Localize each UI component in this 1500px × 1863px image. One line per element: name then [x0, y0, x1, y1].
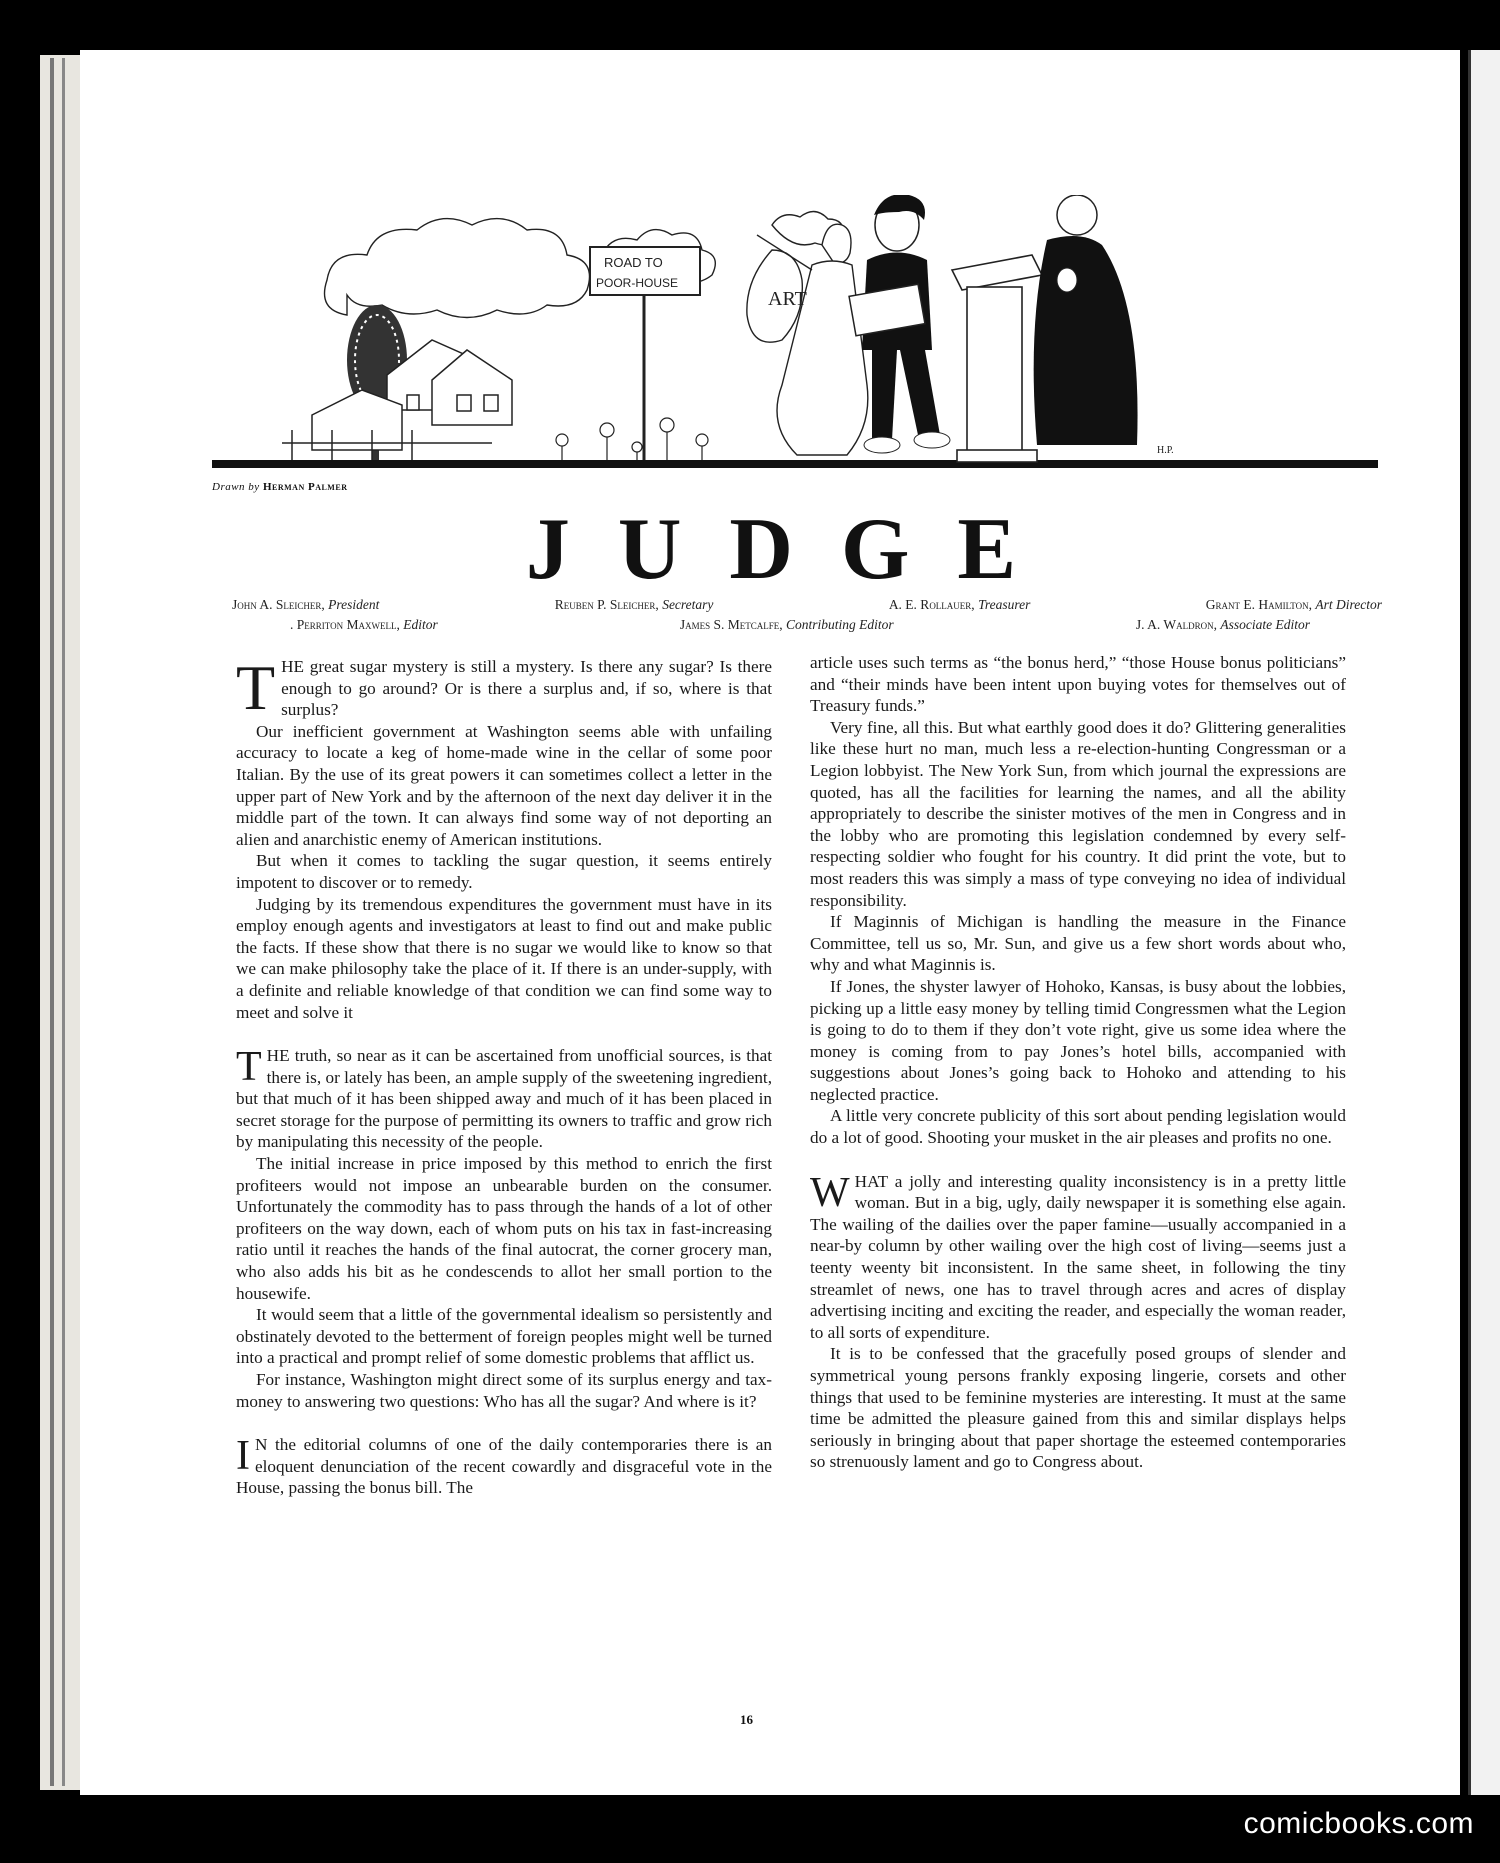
page-number: 16	[740, 1712, 753, 1727]
illustration-credit	[212, 481, 347, 493]
credit-prefix: Drawn by	[212, 481, 260, 493]
staff-entry: J. A. Waldron, Associate Editor	[1135, 617, 1310, 632]
staff-line-2	[290, 617, 1310, 633]
road-sign	[590, 247, 700, 460]
spine-line	[62, 58, 65, 1786]
ground-line	[212, 460, 1378, 468]
facing-page-edge	[1468, 50, 1500, 1795]
staff-entry: A. E. Rollauer, Treasurer	[888, 597, 1031, 612]
drop-cap: T	[236, 652, 276, 723]
staff-entry: . Perriton Maxwell, Editor	[290, 617, 438, 632]
paragraph: A little very concrete publicity of this sort about pending legislation would do a lot of good. Shooting your musket in the air pleases and profits no one.	[810, 1106, 1346, 1148]
credit-artist: Herman Palmer	[262, 481, 348, 493]
sign-text: ROAD TO	[604, 255, 663, 270]
podium	[952, 255, 1042, 462]
woman-figure	[747, 224, 868, 455]
article-column-right	[810, 652, 1346, 1473]
paragraph: It would seem that a little of the governmental idealism so persistently and obstinately devoted to the betterment of foreign peoples might well be turned into a practical and prompt relief of some domestic problems that afflict us.	[236, 1305, 772, 1368]
paragraph: I N the editorial columns of one of the daily contemporaries there is an eloquent denunciation of the recent cowardly and disgraceful vote in the House, passing the bonus bill. The	[236, 1433, 772, 1498]
paragraph: If Maginnis of Michigan is handling the measure in the Finance Committee, tell us so, Mr. Sun, and give us a few short words about who, why and what Maginnis is.	[810, 912, 1346, 975]
banner-text: ART	[768, 288, 807, 310]
staff-entry: Grant E. Hamilton, Art Director	[1205, 597, 1382, 612]
staff-entry: Reuben P. Sleicher, Secretary	[554, 597, 714, 612]
article-column-left	[236, 652, 772, 1499]
paragraph: WHAT a jolly and interesting quality inconsistency is in a pretty little woman. But in a big, ugly, daily newspaper it is something else again. The wailing of the dailies over the paper famine—usually accompanied in a near-by column by other wailing over the high cost of living—seems just a teenty weenty bit inconsistent. In the same sheet, in following the tiny streamlet of news, one has to travel through acres and acres of display advertising inciting and exciting the reader, and especially the woman reader, to all sorts of expenditure.	[810, 1169, 1346, 1342]
header-illustration	[212, 195, 1378, 477]
sign-text: POOR-HOUSE	[596, 276, 679, 290]
paragraph: For instance, Washington might direct some of its surplus energy and tax-money to answering two questions: Who has all the sugar? And where is it?	[236, 1370, 772, 1411]
paragraph: article uses such terms as “the bonus herd,” “those House bonus politicians” and “their minds have been intent upon buying votes for themselves out of Treasury funds.”	[810, 653, 1346, 716]
paragraph: THE great sugar mystery is still a mystery. Is there any sugar? Is there enough to go around? Or is there a surplus and, if so, where is that surplus?	[236, 652, 772, 723]
paragraph: THE truth, so near as it can be ascertained from unofficial sources, is that there is, or lately has been, an ample supply of the sweetening ingredient, but that much of it has been shipped away and much of it has been placed in secret storage for the purpose of permitting its owners to traffic and grow rich by manipulating this necessity of the people.	[236, 1044, 772, 1152]
staff-entry: John A. Sleicher, President	[232, 597, 380, 612]
book-spine	[40, 55, 82, 1790]
staff-entry: James S. Metcalfe, Contributing Editor	[679, 617, 894, 632]
drop-cap: W	[810, 1169, 850, 1216]
masthead: JUDGE	[525, 501, 1065, 598]
watermark: comicbooks.com	[1243, 1807, 1474, 1840]
flowers	[556, 418, 708, 460]
paragraph: But when it comes to tackling the sugar question, it seems entirely impotent to discover or to remedy.	[236, 851, 772, 892]
artist-signature: H.P.	[1157, 445, 1174, 456]
staff-line-1	[232, 597, 1382, 613]
paragraph: The initial increase in price imposed by this method to enrich the first profiteers would not impose an unbearable burden on the consumer. Unfortunately the commodity has to pass through the hands of a lot of other profiteers on the way down, each of whom puts on his tax in fast-increasing ratio until it reaches the hands of the final autocrat, the corner grocery man, who also adds his bit as he condescends to allot her small portion to the housewife.	[236, 1154, 772, 1303]
paragraph: Judging by its tremendous expenditures the government must have in its employ enough agents and investigators at least to find out and make public the facts. If these show that there is no sugar we would like to know so that we can make philosophy take the place of it. If there is an under-supply, with a definite and reliable knowledge of that condition we can find some way to meet and solve it	[236, 894, 772, 1022]
paragraph: It is to be confessed that the gracefully posed groups of slender and symmetrical young persons frankly exposing lingerie, corsets and other things that used to be feminine mysteries are interesting. It must at the same time be admitted the pleasure gained from this and similar displays helps seriously in bringing about that paper shortage the esteemed contemporaries so strenuously lament and go to Congress about.	[810, 1344, 1346, 1472]
drop-cap: I	[236, 1433, 250, 1480]
paragraph: If Jones, the shyster lawyer of Hohoko, Kansas, is busy about the lobbies, picking up a little easy money by telling timid Congressmen what the Legion is going to do to them if they don’t vote right, give us some idea where the money is coming from to pay Jones’s hotel bills, accompanied with suggestions about Jones’s going back to Hohoko and attending to his neglected practice.	[810, 976, 1346, 1104]
judge-figure	[1034, 195, 1138, 445]
drop-cap: T	[236, 1044, 262, 1091]
spine-line	[50, 58, 54, 1786]
paragraph: Very fine, all this. But what earthly good does it do? Glittering generalities like these hurt no man, much less a re-election-hunting Congressman or a Legion lobbyist. The New York Sun, from which journal the expressions are quoted, has all the facilities for learning the names, and all the ability appropriately to describe the sinister motives of the men in Congress and in the lobby who are promoting this legislation condemned by every self-respecting soldier who fought for his country. It did print the vote, but to most readers this was simply a mass of type conveying no idea of individual responsibility.	[810, 717, 1346, 910]
paragraph: Our inefficient government at Washington seems able with unfailing accuracy to locate a keg of home-made wine in the cellar of some poor Italian. By the use of its great powers it can sometimes collect a letter in the upper part of New York and by the afternoon of the next day deliver it in the middle part of the town. It can always find some way of not deporting an alien and anarchistic enemy of American institutions.	[236, 721, 772, 849]
